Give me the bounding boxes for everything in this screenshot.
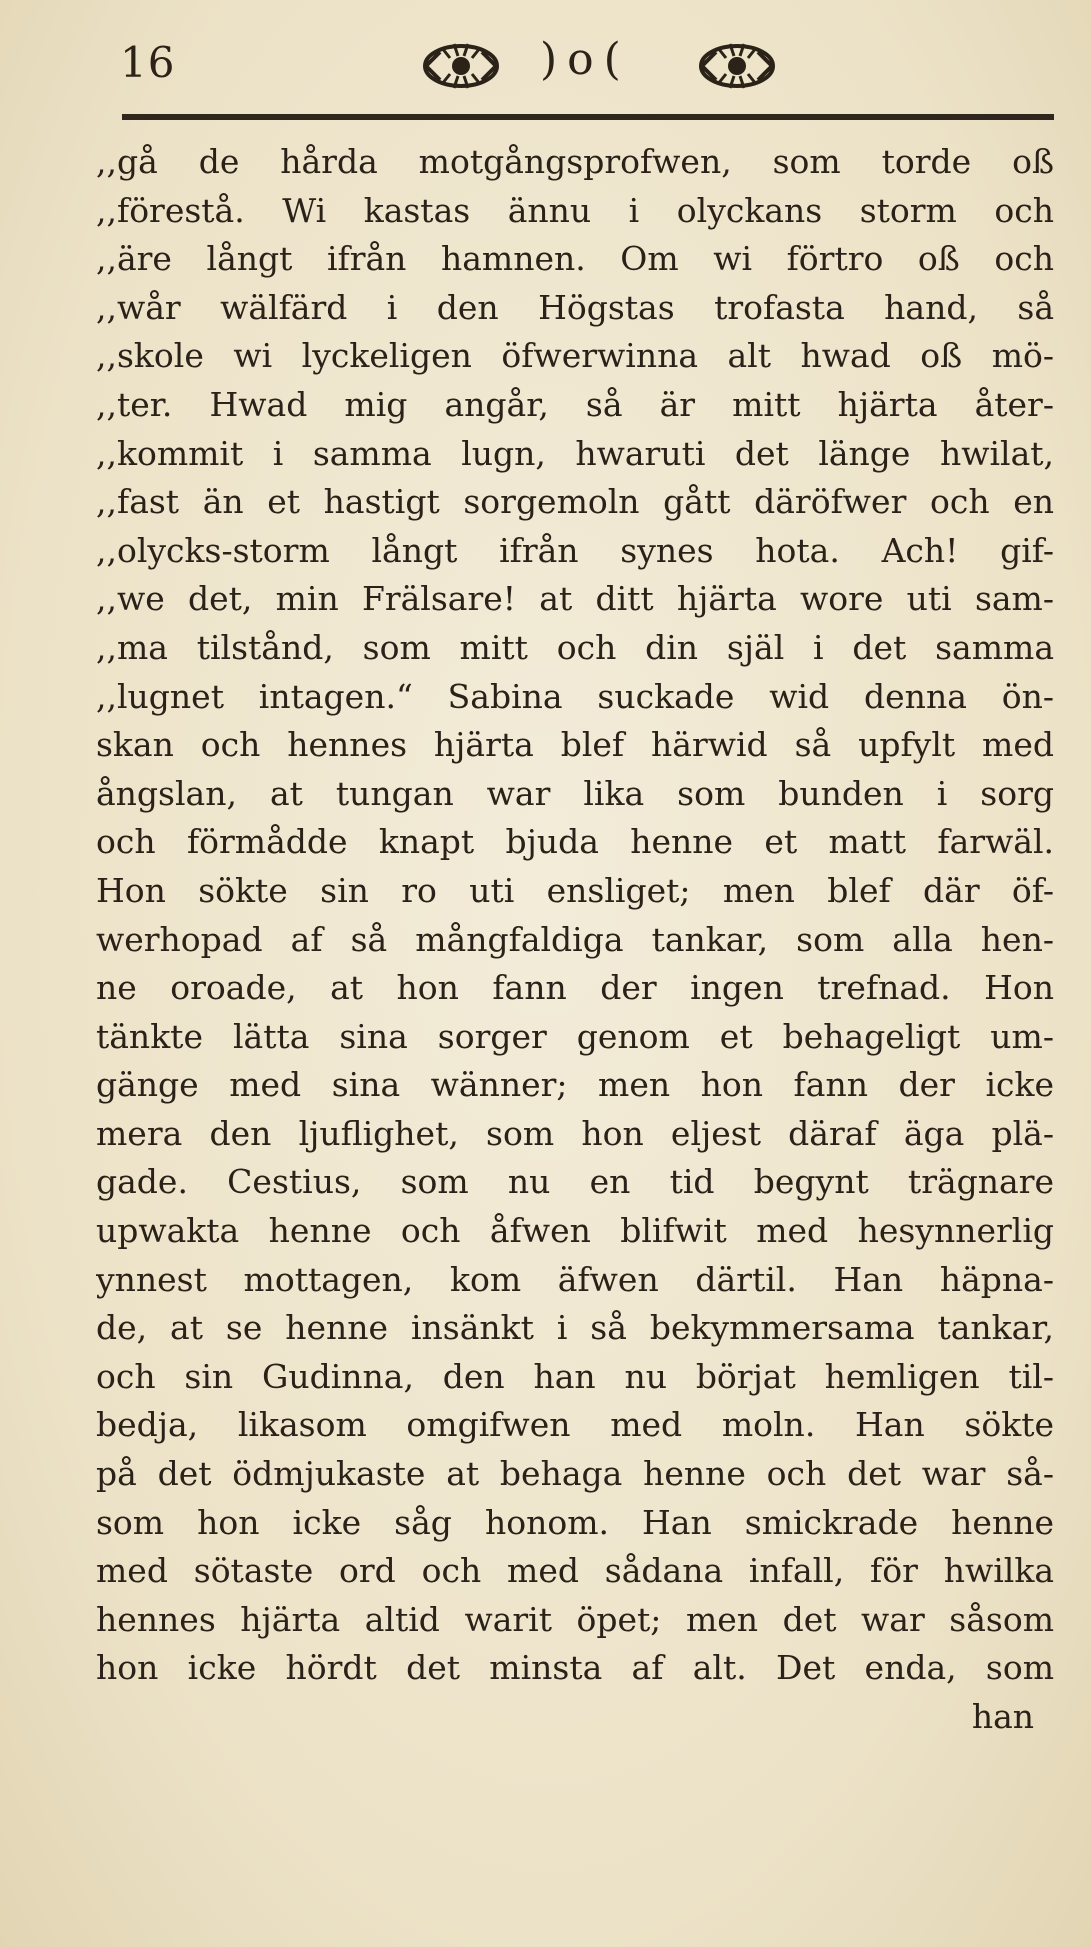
text-line: tänkte lätta sina sorger genom et behageligt um-	[96, 1016, 1054, 1056]
text-line: bedja, likasom omgifwen med moln. Han sökte	[96, 1405, 1054, 1445]
text-line: gade. Cestius, som nu en tid begynt trägnare	[96, 1162, 1054, 1202]
running-head-mark: )o(	[540, 34, 631, 85]
text-line: ,,ter. Hwad mig angår, så är mitt hjärta åter-	[96, 384, 1054, 424]
header-rule	[122, 114, 1054, 120]
text-line: de, at se henne insänkt i så bekymmersama tankar,	[96, 1308, 1054, 1348]
text-line: ,,gå de hårda motgångsprofwen, som torde oß	[96, 142, 1054, 181]
page-number: 16	[120, 38, 176, 87]
text-line: ,,skole wi lyckeligen öfwerwinna alt hwad oß mö-	[96, 336, 1054, 376]
text-line: gänge med sina wänner; men hon fann der icke	[96, 1065, 1054, 1105]
text-line: upwakta henne och åfwen blifwit med hesynnerlig	[96, 1211, 1054, 1251]
text-line: ångslan, at tungan war lika som bunden i sorg	[96, 773, 1054, 813]
text-line: och förmådde knapt bjuda henne et matt farwäl.	[96, 822, 1054, 862]
text-line: ,,wår wälfärd i den Högstas trofasta hand, så	[96, 287, 1054, 327]
text-line: hennes hjärta altid warit öpet; men det war såsom	[96, 1599, 1054, 1639]
text-line: hon icke hördt det minsta af alt. Det enda, som	[96, 1648, 1054, 1688]
body-text	[96, 138, 1054, 1742]
text-line: ,,förestå. Wi kastas ännu i olyckans storm och	[96, 190, 1054, 230]
text-line: och sin Gudinna, den han nu börjat hemligen til-	[96, 1356, 1054, 1396]
text-line: som hon icke såg honom. Han smickrade henne	[96, 1502, 1054, 1542]
text-line: mera den ljuflighet, som hon eljest däraf äga plä-	[96, 1113, 1054, 1153]
text-line: ynnest mottagen, kom äfwen därtil. Han häpna-	[96, 1259, 1054, 1299]
text-line: ,,äre långt ifrån hamnen. Om wi förtro oß och	[96, 239, 1054, 279]
text-line: ,,kommit i samma lugn, hwaruti det länge hwilat,	[96, 433, 1054, 473]
text-line: skan och hennes hjärta blef härwid så upfylt med	[96, 725, 1054, 765]
text-line: Hon sökte sin ro uti ensliget; men blef där öf-	[96, 870, 1054, 910]
text-line: ,,ma tilstånd, som mitt och din själ i det samma	[96, 627, 1054, 667]
text-line: ,,we det, min Frälsare! at ditt hjärta wore uti sam-	[96, 579, 1054, 619]
text-line: på det ödmjukaste at behaga henne och det war så-	[96, 1454, 1054, 1494]
fleuron-ornament-icon	[420, 38, 502, 94]
text-line: ,,olycks-storm långt ifrån synes hota. Ach! gif-	[96, 530, 1054, 570]
text-line: med sötaste ord och med sådana infall, för hwilka	[96, 1551, 1054, 1591]
text-line: ,,lugnet intagen.“ Sabina suckade wid denna ön-	[96, 676, 1054, 716]
text-line: ,,fast än et hastigt sorgemoln gått däröfwer och en	[96, 482, 1054, 522]
text-line: ne oroade, at hon fann der ingen trefnad. Hon	[96, 968, 1054, 1008]
fleuron-ornament-icon	[696, 38, 778, 94]
catchword: han	[971, 1697, 1034, 1736]
text-line: werhopad af så mångfaldiga tankar, som alla hen-	[96, 919, 1054, 959]
